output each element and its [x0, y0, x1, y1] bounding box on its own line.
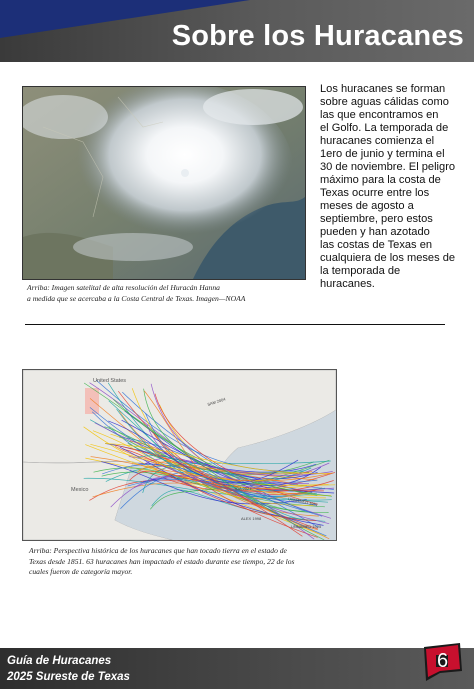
track-label: UNNAMED 1951 [287, 496, 319, 508]
hurricane-satellite-image [22, 86, 306, 280]
page-header [0, 0, 474, 62]
intro-line: sobre aguas cálidas como [320, 96, 449, 108]
satellite-caption-line: a medida que se acercaba a la Costa Central de Texas. Imagen—NOAA [27, 293, 246, 303]
intro-line: el Golfo. La temporada de [320, 122, 449, 134]
intro-line: la temporada de [320, 265, 401, 277]
track-label: SAM 2004 [206, 396, 227, 407]
intro-line: pueden y han azotado [320, 226, 430, 238]
track-label: ALEX 1998 [241, 516, 262, 521]
intro-line: 30 de noviembre. El peligro [320, 161, 456, 173]
map-caption-line: Arriba: Perspectiva histórica de los huracanes que han tocado tierra en el estado de [29, 546, 287, 555]
intro-line: huracanes comienza el [320, 135, 435, 147]
intro-line: cualquiera de los meses de [320, 252, 456, 264]
satellite-caption [27, 283, 317, 304]
intro-line: las que encontramos en [320, 109, 439, 121]
track-label: UNNAMED 1925 [291, 524, 322, 529]
intro-line: septiembre, pero estos [320, 213, 433, 225]
section-divider [25, 324, 445, 325]
intro-line: 1ero de junio y termina el [320, 148, 445, 160]
hurricane-tracks-map [22, 369, 337, 541]
intro-line: máximo para la costa de [320, 174, 441, 186]
map-caption-line: cuales fueron de categoría mayor. [29, 567, 133, 576]
label-mexico: Mexico [71, 487, 89, 493]
map-caption-line: Texas desde 1851. 63 huracanes han impactado el estado durante ese tiempo, 22 de los [29, 556, 295, 566]
intro-line: meses de agosto a [320, 200, 414, 212]
footer-guide-subtitle: 2025 Sureste de Texas [7, 671, 130, 683]
label-united-states: United States [93, 378, 127, 384]
page-title: Sobre los Huracanes [171, 20, 464, 52]
footer-guide-title: Guía de Huracanes [7, 655, 112, 667]
track-label: IDA 2021 [235, 486, 252, 491]
intro-line: Los huracanes se forman [320, 83, 446, 95]
page-number: 6 [437, 650, 449, 672]
intro-line: las costas de Texas en [320, 239, 433, 251]
page-number-flag [420, 641, 466, 681]
satellite-caption-line: Arriba: Imagen satelital de alta resolución del Huracán Hanna [27, 283, 220, 292]
intro-line: Texas ocurre entre los [320, 187, 430, 199]
intro-paragraph [320, 83, 458, 291]
intro-line: huracanes. [320, 278, 375, 290]
page-footer [0, 648, 474, 689]
map-caption [29, 546, 329, 578]
